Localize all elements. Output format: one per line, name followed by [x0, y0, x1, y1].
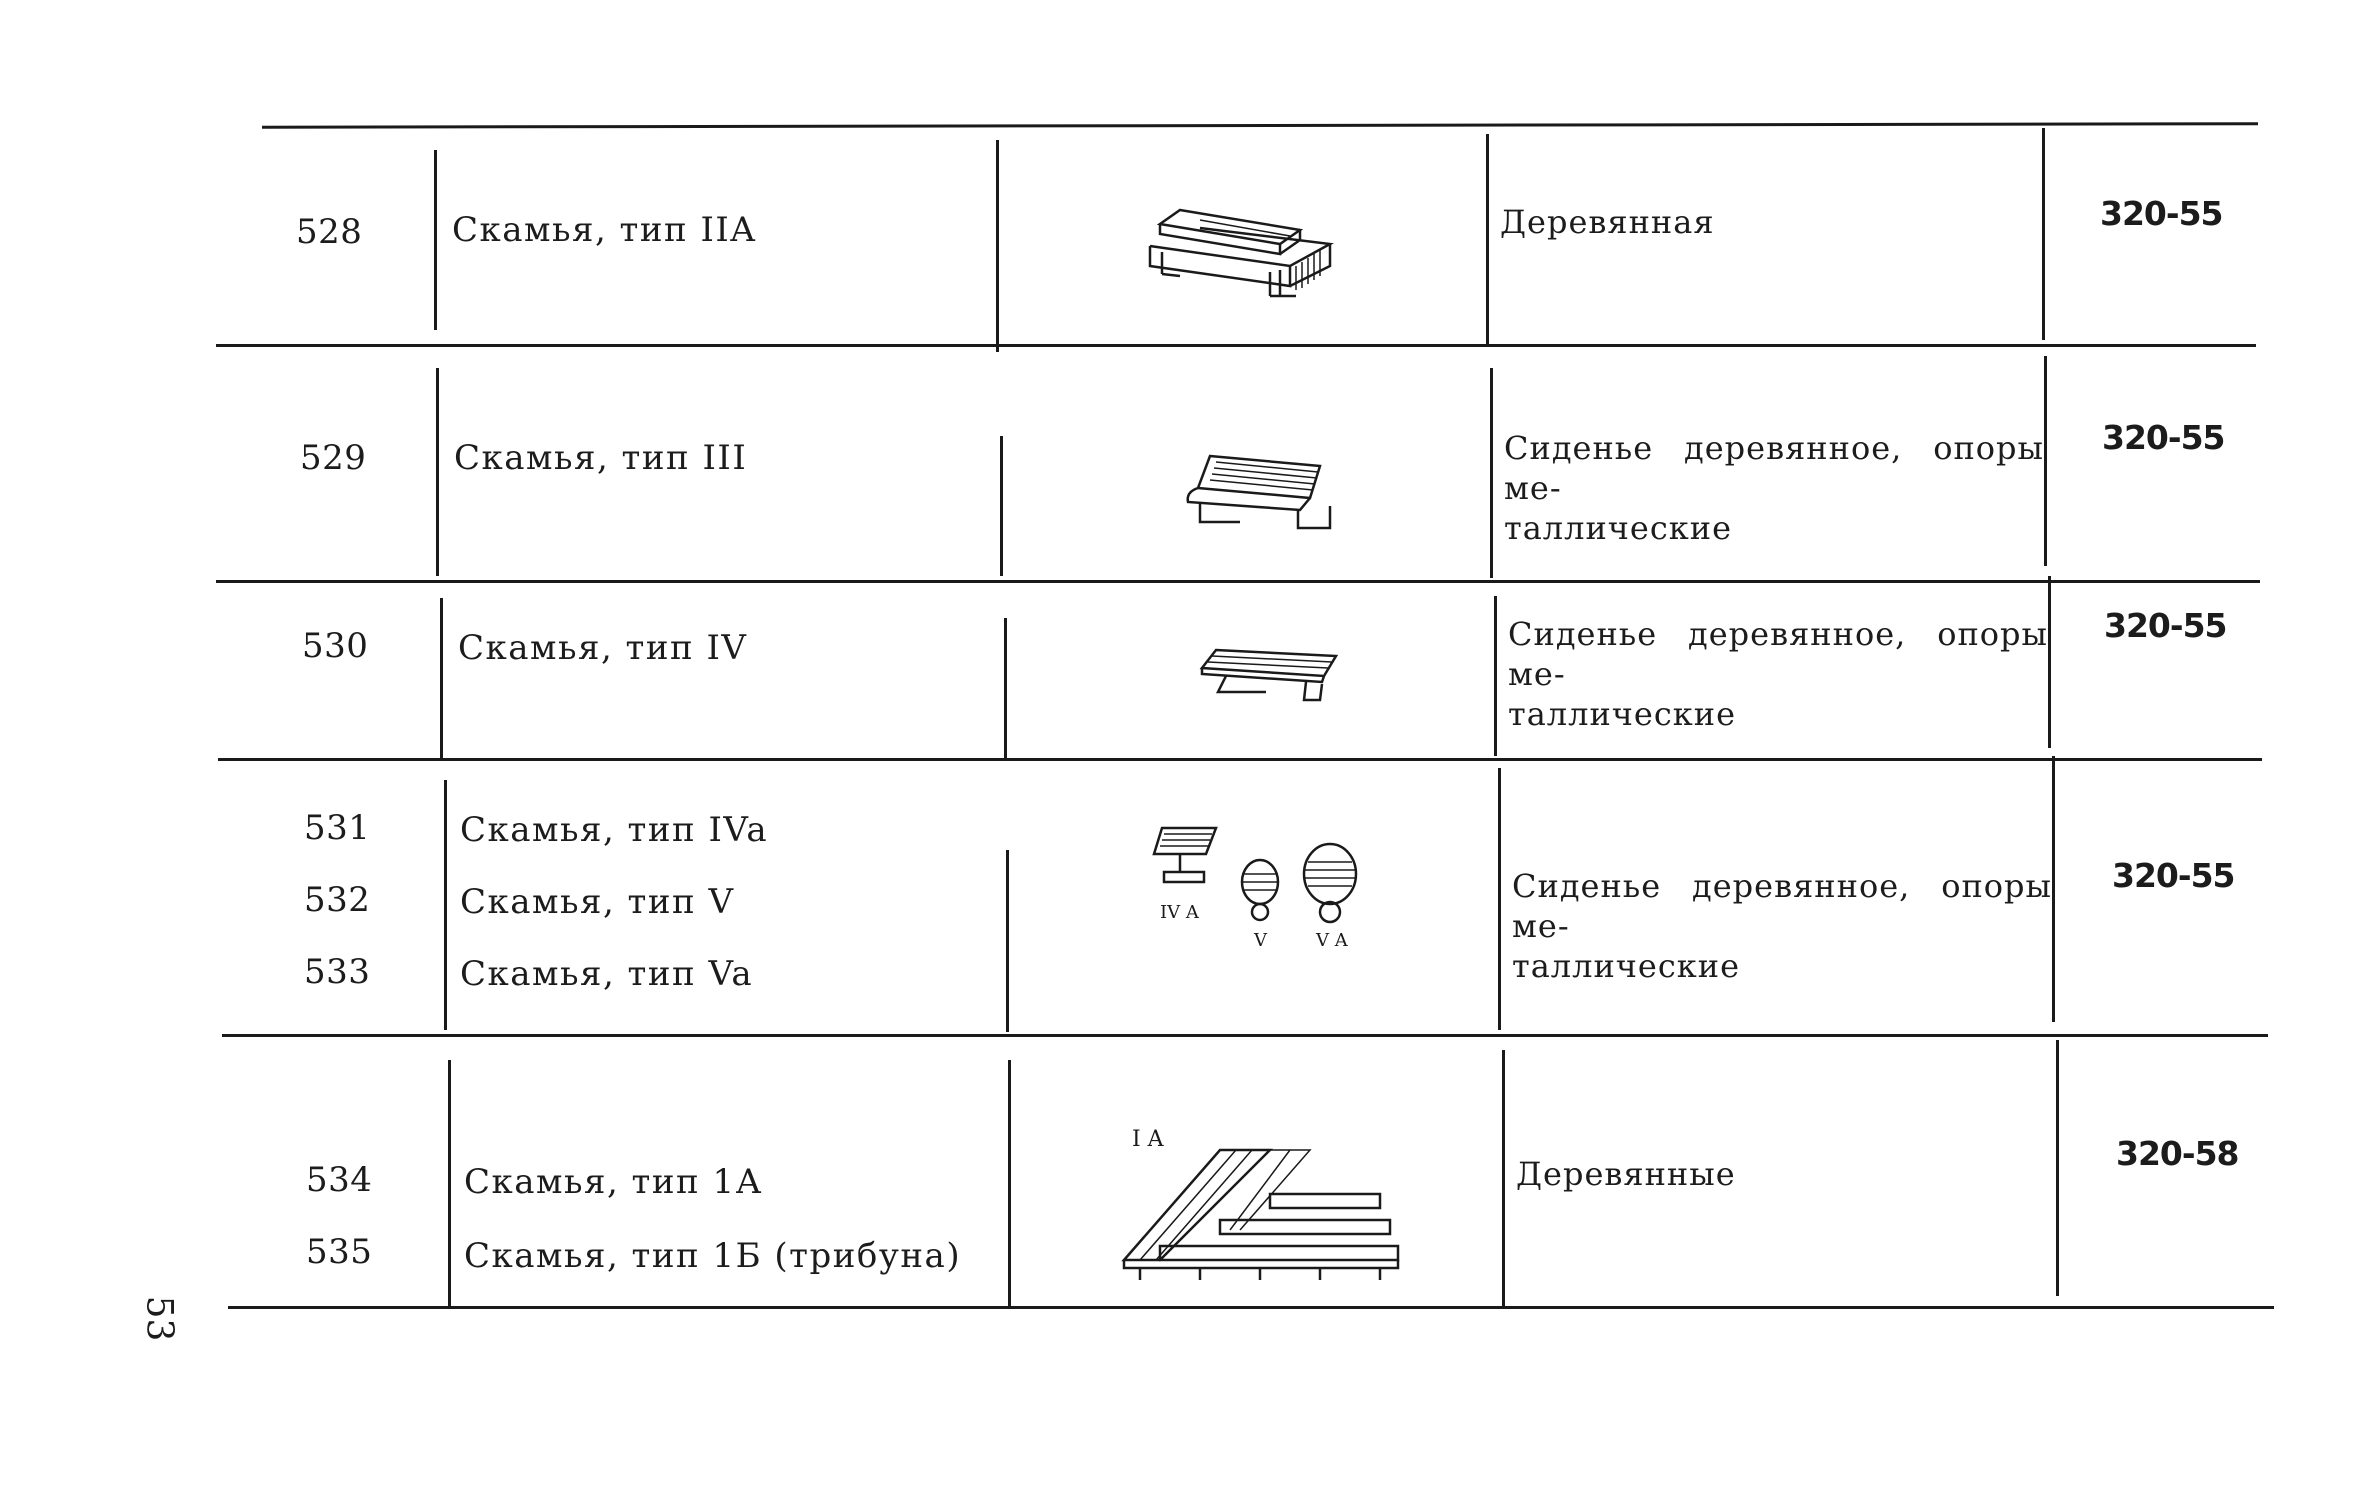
column-divider: [2042, 128, 2045, 340]
row-divider: [218, 758, 2262, 761]
column-divider: [1486, 134, 1489, 346]
item-name: Скамья, тип IVa: [460, 810, 769, 850]
bench-type-IIA-icon: [1140, 200, 1340, 310]
row-divider: [216, 580, 2260, 583]
column-divider: [1502, 1050, 1505, 1306]
row-divider: [222, 1034, 2268, 1037]
material-line: таллические: [1504, 509, 1733, 547]
column-divider: [440, 598, 443, 758]
column-divider: [2052, 756, 2055, 1022]
item-material: [1512, 866, 2052, 986]
illustration-label: V: [1254, 930, 1267, 951]
illustration-label: IV A: [1160, 902, 1199, 923]
item-name: Скамья, тип V: [460, 882, 735, 922]
column-divider: [2048, 576, 2051, 748]
item-material: [1500, 202, 2040, 242]
item-material: [1516, 1154, 2056, 1194]
item-number: 528: [296, 212, 363, 252]
item-number: 531: [304, 808, 371, 848]
column-divider: [1498, 768, 1501, 1030]
item-number: 535: [306, 1232, 373, 1272]
column-divider: [2056, 1040, 2059, 1296]
bench-type-III-icon: [1180, 448, 1340, 538]
item-material: [1508, 614, 2048, 734]
item-number: 533: [304, 952, 371, 992]
item-name: Скамья, тип 1Б (трибуна): [464, 1236, 962, 1276]
item-material: [1504, 428, 2044, 548]
illustration-label: V A: [1316, 930, 1348, 951]
material-line: Сиденье деревянное, опоры ме-: [1504, 429, 2044, 507]
column-divider: [444, 780, 447, 1030]
standard-code: 320-55: [2104, 606, 2227, 645]
illustration-label: I A: [1132, 1127, 1164, 1152]
standard-code: 320-55: [2112, 856, 2235, 895]
column-divider: [448, 1060, 451, 1308]
material-line: Деревянная: [1500, 203, 1715, 241]
standard-code: 320-55: [2102, 418, 2225, 457]
standard-code: 320-58: [2116, 1134, 2239, 1173]
column-divider: [434, 150, 437, 330]
column-divider: [436, 368, 439, 576]
item-name: Скамья, тип Va: [460, 954, 754, 994]
item-number: 530: [302, 626, 369, 666]
standard-code: 320-55: [2100, 194, 2223, 233]
column-divider: [1008, 1060, 1011, 1308]
item-number: 529: [300, 438, 367, 478]
item-number: 532: [304, 880, 371, 920]
column-divider: [1006, 850, 1009, 1032]
column-divider: [1494, 596, 1497, 756]
item-name: Скамья, тип III: [454, 438, 748, 478]
material-line: таллические: [1508, 695, 1737, 733]
item-name: Скамья, тип IV: [458, 628, 748, 668]
column-divider: [996, 140, 999, 352]
item-name: Скамья, тип IIA: [452, 210, 757, 250]
material-line: таллические: [1512, 947, 1741, 985]
row-divider: [216, 344, 2256, 347]
item-number: 534: [306, 1160, 373, 1200]
page-number: 53: [138, 1295, 180, 1342]
stools-IVa-V-Va-icon: [1150, 820, 1370, 950]
material-line: Сиденье деревянное, опоры ме-: [1512, 867, 2052, 945]
table-top-rule: [262, 122, 2258, 128]
column-divider: [1000, 436, 1003, 576]
column-divider: [1004, 618, 1007, 760]
table-bottom-rule: [228, 1306, 2274, 1309]
material-line: Деревянные: [1516, 1155, 1736, 1193]
column-divider: [1490, 368, 1493, 578]
tribune-bench-1A-icon: [1120, 1120, 1410, 1290]
item-name: Скамья, тип 1А: [464, 1162, 763, 1202]
material-line: Сиденье деревянное, опоры ме-: [1508, 615, 2048, 693]
bench-type-IV-icon: [1196, 646, 1346, 706]
column-divider: [2044, 356, 2047, 566]
